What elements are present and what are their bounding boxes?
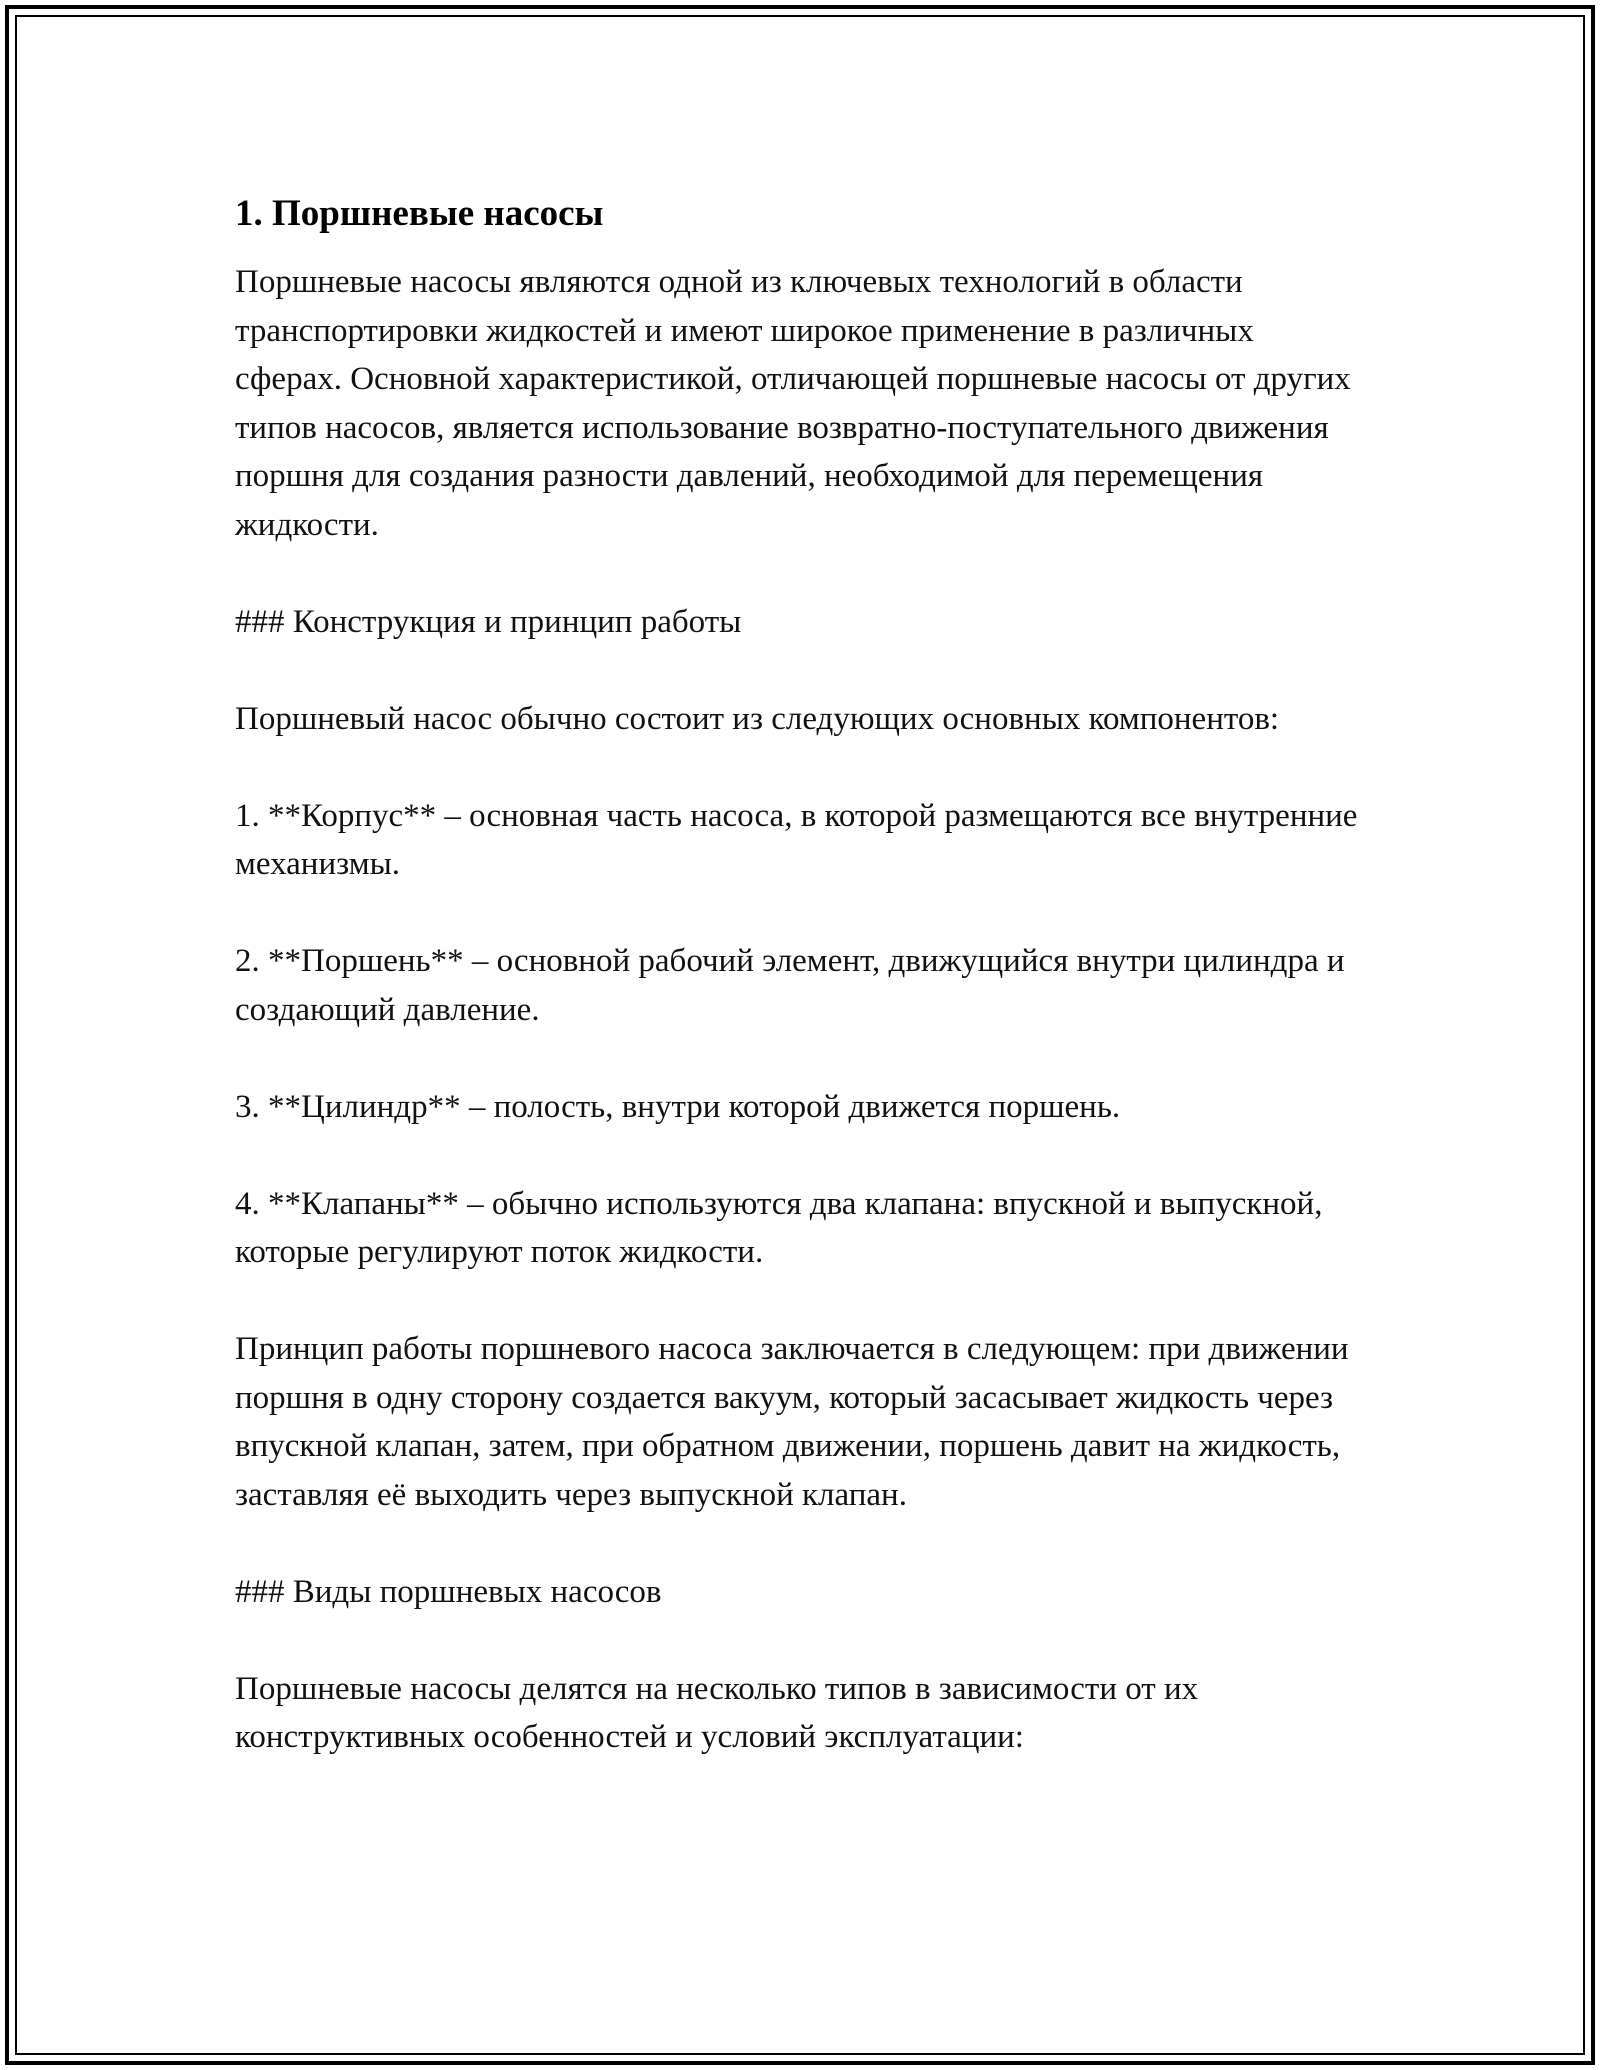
list-item-valves: 4. **Клапаны** – обычно используются два клапана: впускной и выпускной, которые регулируют поток жидкости. xyxy=(235,1185,1323,1270)
section-title: 1. Поршневые насосы xyxy=(235,193,604,234)
list-item-cylinder: 3. **Цилиндр** – полость, внутри которой движется поршень. xyxy=(235,1088,1121,1125)
list-item-piston: 2. **Поршень** – основной рабочий элемент, движущийся внутри цилиндра и создающий давление. xyxy=(235,943,1345,1028)
list-item-body: 1. **Корпус** – основная часть насоса, в которой размещаются все внутренние механизмы. xyxy=(235,797,1358,882)
paragraph-intro: Поршневые насосы являются одной из ключевых технологий в области транспортировки жидкостей и имеют широкое применение в различных сферах. Основной характеристикой, отличающей поршневые насосы от других типов насосов, является использование возвратно-поступательного движения поршня для создания разности давлений, необходимой для перемещения жидкости. xyxy=(235,264,1351,543)
document-page xyxy=(235,188,1365,1762)
subheading-types: ### Виды поршневых насосов xyxy=(235,1573,662,1610)
paragraph-components: Поршневый насос обычно состоит из следующих основных компонентов: xyxy=(235,700,1280,737)
paragraph-working-principle: Принцип работы поршневого насоса заключается в следующем: при движении поршня в одну сторону создается вакуум, который засасывает жидкость через впускной клапан, затем, при обратном движении, поршень давит на жидкость, заставляя её выходить через выпускной клапан. xyxy=(235,1331,1349,1513)
paragraph-types: Поршневые насосы делятся на несколько типов в зависимости от их конструктивных особенностей и условий эксплуатации: xyxy=(235,1670,1199,1755)
subheading-construction: ### Конструкция и принцип работы xyxy=(235,603,742,640)
